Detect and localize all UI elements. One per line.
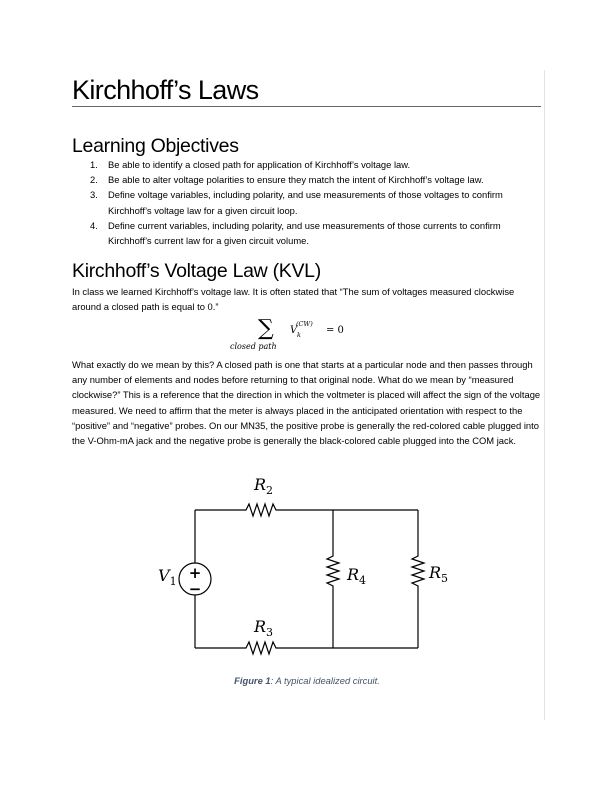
objective-text: Be able to identify a closed path for application of Kirchhoff’s voltage law. (108, 159, 411, 170)
objective-item (72, 172, 541, 187)
label-r3: $R_3$ (254, 617, 274, 639)
equation-superscript: (CW) (296, 320, 313, 328)
label-v1: $V_1$ (158, 566, 177, 588)
equation-subscript: k (297, 331, 301, 339)
title-underline (72, 106, 541, 107)
objective-number: 1. (90, 159, 98, 170)
page-title: Kirchhoff’s Laws (72, 75, 259, 105)
kvl-body: What exactly do we mean by this? A closed path is one that starts at a particular node and then passes through any number of elements and nodes before returning to that original node. What do we mean by “measured clockwise?” This is a reference that the direction in which the voltmeter is placed will affect the sign of the voltage measured. We need to affirm that the meter is always placed in the anticipated orientation with respect to the “positive” and “negative” probes. On our MN35, the positive probe is generally the red-colored cable plugged into the V-Ohm-mA jack and the negative probe is generally the black-colored cable plugged into the COM jack. (72, 359, 541, 447)
source-minus-sign: − (188, 580, 202, 598)
summation-range: closed path (230, 342, 277, 351)
figure-label: Figure 1 (234, 675, 271, 686)
margin-rule (544, 70, 545, 720)
figure-caption-text: : A typical idealized circuit. (270, 675, 380, 686)
circuit-labels (158, 475, 448, 639)
circuit-wires (179, 504, 424, 654)
objective-number: 2. (90, 174, 98, 186)
objective-text: Define current variables, including polarity, and use measurements of those currents to confirm Kirchhoff’s current law for a given circuit volume. (108, 219, 501, 247)
objective-number: 3. (90, 189, 98, 201)
objective-item (72, 218, 541, 248)
circuit-diagram (150, 470, 450, 670)
source-plus-sign: + (188, 564, 202, 582)
summation-symbol: ∑ (258, 316, 274, 341)
label-r4: $R_4$ (347, 565, 367, 587)
figure-caption (72, 675, 542, 686)
equation-rhs: = 0 (326, 325, 344, 336)
label-r2: $R_2$ (254, 475, 274, 497)
objective-number: 4. (90, 219, 98, 231)
objective-text: Define voltage variables, including polarity, and use measurements of those voltages to confirm Kirchhoff’s voltage law for a given circuit loop. (108, 189, 503, 216)
equation-variable: V (290, 325, 298, 336)
label-r5: $R_5$ (429, 563, 449, 585)
objective-text: Be able to alter voltage polarities to ensure they match the intent of Kirchhoff’s voltage law. (108, 174, 484, 186)
kvl-heading: Kirchhoff’s Voltage Law (KVL) (72, 260, 321, 282)
objectives-heading: Learning Objectives (72, 135, 239, 157)
objective-item (72, 187, 541, 217)
objective-item (72, 157, 541, 172)
kvl-equation (200, 318, 420, 358)
kvl-intro: In class we learned Kirchhoff’s voltage law. It is often stated that “The sum of voltages measured clockwise around a closed path is equal to 0.” (72, 286, 515, 313)
objectives-list (72, 157, 541, 248)
